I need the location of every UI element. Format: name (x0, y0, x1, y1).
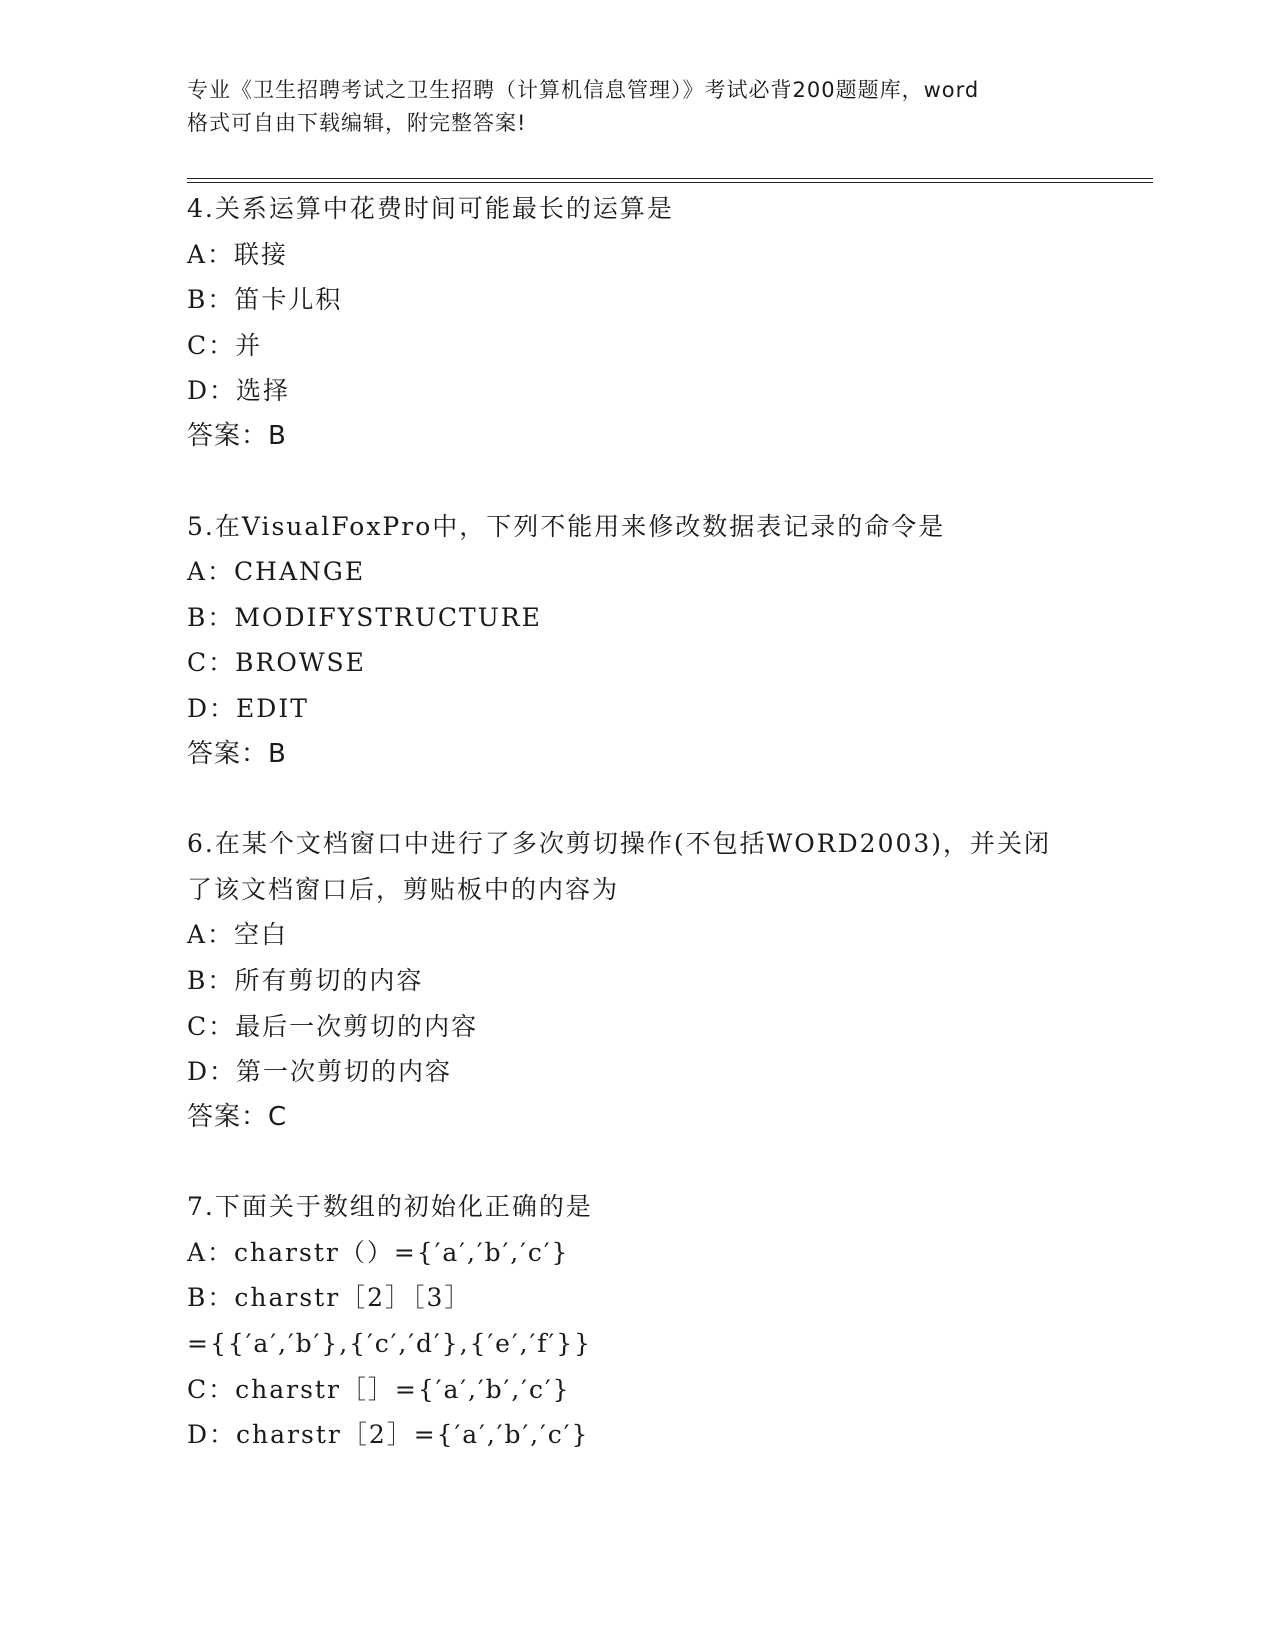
option-a: A：联接 (187, 239, 289, 269)
option-b: B：所有剪切的内容 (187, 965, 424, 995)
question-stem: 7.下面关于数组的初始化正确的是 (187, 1192, 593, 1222)
option-c: C：并 (187, 330, 263, 360)
option-b-continued: ={{′a′,′b′},{′c′,′d′},{′e′,′f′}} (187, 1329, 593, 1359)
header-divider-top (187, 178, 1153, 179)
header-line-2: 格式可自由下载编辑，附完整答案! (187, 111, 527, 135)
question-4 (187, 186, 1087, 460)
answer: 答案：B (187, 738, 287, 769)
header-divider-bottom (187, 182, 1153, 183)
option-d: D：EDIT (187, 693, 309, 723)
option-b: B：charstr［2］［3］ (187, 1283, 472, 1313)
question-7 (187, 1184, 1087, 1458)
question-stem-line-2: 了该文档窗口后，剪贴板中的内容为 (187, 874, 620, 904)
question-6 (187, 821, 1087, 1140)
header-line-1: 专业《卫生招聘考试之卫生招聘（计算机信息管理）》考试必背200题题库，word (187, 78, 980, 102)
question-stem: 4.关系运算中花费时间可能最长的运算是 (187, 194, 674, 223)
option-b: B：MODIFYSTRUCTURE (187, 602, 542, 632)
option-a: A：CHANGE (187, 557, 366, 587)
answer: 答案：C (187, 1101, 288, 1132)
answer: 答案：B (187, 420, 287, 451)
question-stem-line-1: 6.在某个文档窗口中进行了多次剪切操作(不包括WORD2003)，并关闭 (187, 829, 1052, 859)
option-a: A：charstr（）={′a′,′b′,′c′} (187, 1237, 570, 1267)
document-header (187, 74, 1087, 140)
question-list (187, 186, 1087, 1502)
question-5 (187, 504, 1087, 778)
option-c: C：最后一次剪切的内容 (187, 1011, 479, 1041)
option-d: D：选择 (187, 376, 291, 406)
option-d: D：charstr［2］={′a′,′b′,′c′} (187, 1420, 590, 1450)
option-a: A：空白 (187, 920, 289, 950)
option-d: D：第一次剪切的内容 (187, 1057, 453, 1087)
option-b: B：笛卡儿积 (187, 285, 343, 315)
option-c: C：BROWSE (187, 648, 366, 678)
question-stem: 5.在VisualFoxPro中，下列不能用来修改数据表记录的命令是 (187, 511, 946, 541)
option-c: C：charstr［］={′a′,′b′,′c′} (187, 1374, 571, 1404)
